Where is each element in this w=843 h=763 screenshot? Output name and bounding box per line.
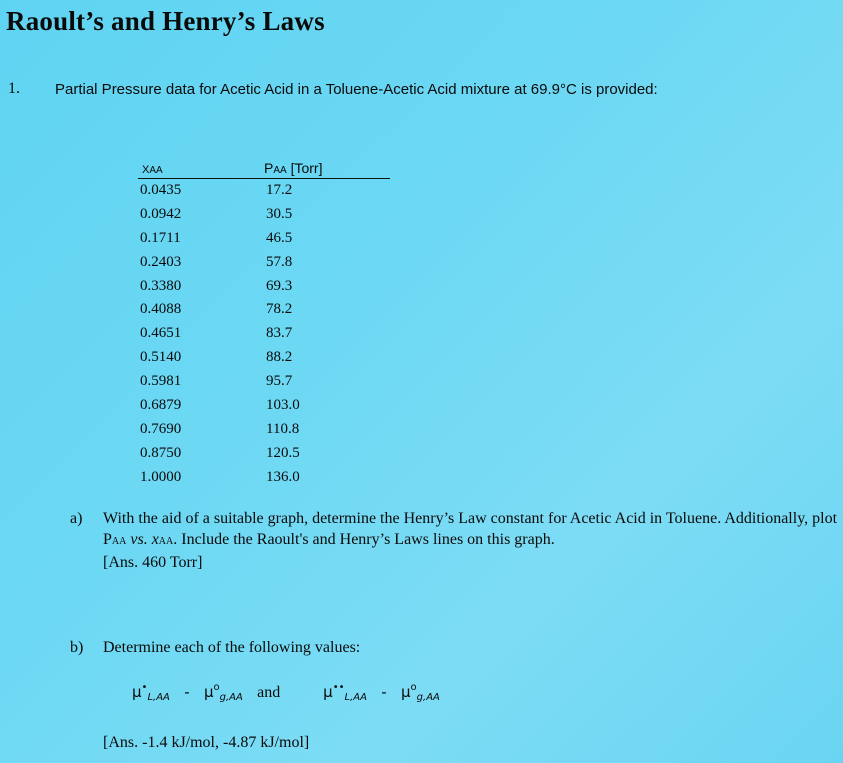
table-row [138, 227, 390, 251]
table-body [138, 179, 390, 490]
partial-pressure-cell: 69.3 [266, 277, 293, 294]
table-row [138, 322, 390, 346]
header-partial-pressure: PAA [Torr] [264, 160, 323, 176]
mole-fraction-cell: 0.6879 [140, 397, 182, 414]
table-row [138, 346, 390, 370]
part-b-text: Determine each of the following values: [103, 639, 361, 656]
partial-pressure-cell: 110.8 [266, 420, 300, 437]
mole-fraction-cell: 0.2403 [140, 253, 182, 270]
table-row [138, 298, 390, 322]
mole-fraction-cell: 0.7690 [140, 420, 182, 437]
partial-pressure-cell: 46.5 [266, 229, 293, 246]
page-title: Raoult’s and Henry’s Laws [6, 6, 325, 36]
table-row [138, 370, 390, 394]
partial-pressure-cell: 30.5 [266, 205, 293, 222]
mole-fraction-cell: 0.0435 [140, 182, 182, 198]
table-row [138, 179, 390, 203]
part-a-text: With the aid of a suitable graph, determine the Henry’s Law constant for Acetic Acid in Toluene. Additionally, plot PAA vs. xAA. Include the Raoult's and Henry’s Laws lines on this graph. [Ans. 460 Torr] [103, 510, 838, 571]
partial-pressure-cell: 120.5 [266, 444, 300, 461]
question-intro: Partial Pressure data for Acetic Acid in a Toluene-Acetic Acid mixture at 69.9°C is provided: [55, 81, 658, 98]
mole-fraction-cell: 1.0000 [140, 468, 182, 485]
partial-pressure-cell: 95.7 [266, 373, 293, 390]
table-row [138, 466, 390, 490]
partial-pressure-cell: 103.0 [266, 397, 300, 414]
mole-fraction-cell: 0.8750 [140, 444, 182, 461]
mole-fraction-cell: 0.0942 [140, 205, 182, 222]
term-mu-liquid-henry: $\mu^{••}_{L,AA}$ [323, 682, 367, 703]
mole-fraction-cell: 0.5140 [140, 349, 182, 366]
table-row [138, 418, 390, 442]
table-row [138, 251, 390, 275]
term-mu-gas-standard: $\mu^o_{g,AA}$ [203, 682, 243, 703]
table-row [138, 275, 390, 299]
part-a-label: a) [70, 510, 83, 527]
mole-fraction-cell: 0.4651 [140, 325, 182, 342]
chemical-potential-expressions: $\mu^•_{L,AA}$ - $\mu^o_{g,AA}$ and $\mu^{••}_{L,AA}$ - $\mu^o_{g,AA}$ [132, 682, 440, 703]
partial-pressure-cell: 78.2 [266, 301, 293, 318]
term-mu-gas-standard-2: $\mu^o_{g,AA}$ [401, 682, 440, 703]
part-a-answer: [Ans. 460 Torr] [103, 554, 203, 571]
term-mu-liquid-pure: $\mu^•_{L,AA}$ [132, 682, 170, 703]
and-word: and [257, 684, 281, 701]
partial-pressure-cell: 83.7 [266, 325, 293, 342]
mole-fraction-cell: 0.4088 [140, 301, 182, 318]
part-b-label: b) [70, 639, 84, 656]
table-row [138, 394, 390, 418]
mole-fraction-cell: 0.1711 [140, 229, 181, 246]
partial-pressure-cell: 88.2 [266, 349, 293, 366]
partial-pressure-cell: 136.0 [266, 468, 300, 485]
partial-pressure-cell: 57.8 [266, 253, 293, 270]
table-row [138, 442, 390, 466]
part-b-answer: [Ans. -1.4 kJ/mol, -4.87 kJ/mol] [103, 734, 310, 751]
table-header [138, 160, 390, 179]
header-mole-fraction: XAA [142, 164, 163, 176]
question-number: 1. [8, 80, 20, 97]
mole-fraction-cell: 0.3380 [140, 277, 182, 294]
partial-pressure-cell: 17.2 [266, 182, 293, 198]
data-table [138, 160, 390, 490]
table-row [138, 203, 390, 227]
mole-fraction-cell: 0.5981 [140, 373, 182, 390]
